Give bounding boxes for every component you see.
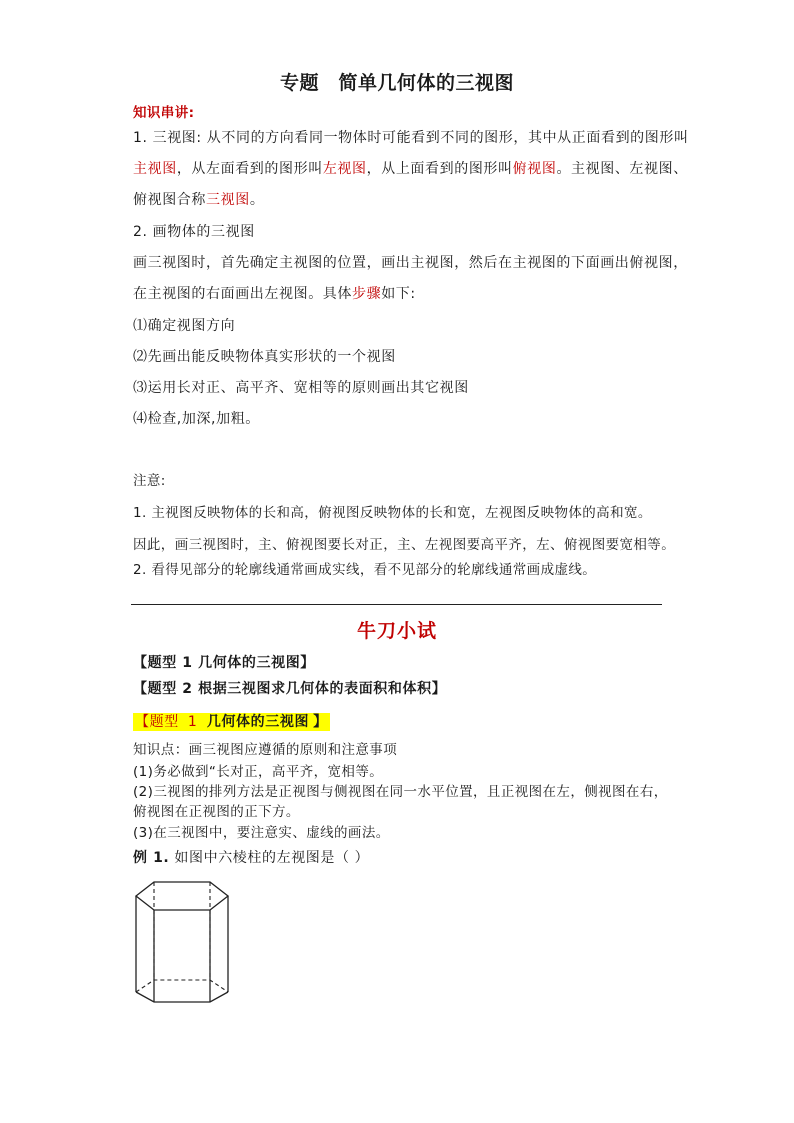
knowledge-point-3: (3)在三视图中，要注意实、虚线的画法。 [133, 825, 390, 841]
para-2-text: 如下: [381, 286, 416, 302]
note-line-2: 因此，画三视图时，主、俯视图要长对正，主、左视图要高平齐，左、俯视图要宽相等。 [133, 537, 676, 553]
para-2-heading: 2. 画物体的三视图 [133, 224, 255, 240]
topic-heading-prefix: 【题型 [135, 714, 184, 730]
para-2-line-1: 画三视图时，首先确定主视图的位置，画出主视图，然后在主视图的下面画出俯视图， [133, 255, 688, 271]
para-2-line-2 [133, 284, 416, 304]
example-text: 如图中六棱柱的左视图是（ ） [169, 850, 370, 866]
para-1-text: 。 [249, 192, 265, 208]
prism-bottom-front-edges [136, 992, 228, 1002]
knowledge-point-heading: 知识点：画三视图应遵循的原则和注意事项 [133, 742, 398, 758]
section-title: 牛刀小试 [356, 620, 437, 642]
topic-heading-suffix: 】 [313, 714, 328, 730]
para-1-text: 俯视图合称 [133, 192, 206, 208]
example-label: 例 1. [133, 850, 170, 866]
topic-heading-text: 几何体的三视图 [201, 714, 310, 730]
toc-item-1: 【题型 1 几何体的三视图】 [133, 655, 315, 671]
step-item: ⑴确定视图方向 [133, 318, 236, 334]
prism-bottom-hidden-edges [136, 980, 228, 992]
knowledge-heading: 知识串讲: [133, 105, 195, 121]
knowledge-point-2-line-1: (2)三视图的排列方法是正视图与侧视图在同一水平位置，且正视图在左，侧视图在右， [133, 784, 668, 800]
term-left-view: 左视图 [322, 161, 367, 177]
prism-top-face [136, 882, 228, 910]
para-1-line-3 [133, 190, 264, 210]
note-line-3: 2. 看得见部分的轮廓线通常画成实线，看不见部分的轮廓线通常画成虚线。 [133, 562, 597, 578]
para-1-text: ，从上面看到的图形叫 [366, 161, 513, 177]
note-heading: 注意: [133, 473, 166, 489]
note-line-1: 1. 主视图反映物体的长和高，俯视图反映物体的长和宽，左视图反映物体的高和宽。 [133, 505, 652, 521]
section-divider [131, 604, 662, 605]
step-item: ⑶运用长对正、高平齐、宽相等的原则画出其它视图 [133, 380, 469, 396]
para-1-text: 。主视图、左视图、 [556, 161, 688, 177]
para-1-line-2 [133, 159, 688, 179]
para-1-line-1: 1. 三视图: 从不同的方向看同一物体时可能看到不同的图形，其中从正面看到的图形叫 [133, 130, 689, 146]
topic-heading-number: 1 [187, 714, 198, 730]
knowledge-point-2-line-2: 俯视图在正视图的正下方。 [133, 804, 300, 820]
topic-heading-highlight [133, 712, 330, 732]
knowledge-point-1: (1)务必做到“长对正，高平齐，宽相等。 [133, 764, 384, 780]
term-main-view: 主视图 [133, 161, 177, 177]
page-title: 专题 简单几何体的三视图 [279, 72, 514, 94]
term-top-view: 俯视图 [512, 161, 557, 177]
toc-item-2: 【题型 2 根据三视图求几何体的表面积和体积】 [133, 681, 447, 697]
step-item: ⑷检查,加深,加粗。 [133, 411, 260, 427]
term-three-views: 三视图 [206, 192, 250, 208]
term-steps: 步骤 [352, 286, 382, 302]
example-1 [133, 848, 369, 868]
para-2-text: 在主视图的右面画出左视图。具体 [133, 286, 352, 302]
hexagonal-prism-figure [132, 878, 232, 1006]
step-item: ⑵先画出能反映物体真实形状的一个视图 [133, 349, 396, 365]
para-1-text: ，从左面看到的图形叫 [176, 161, 323, 177]
